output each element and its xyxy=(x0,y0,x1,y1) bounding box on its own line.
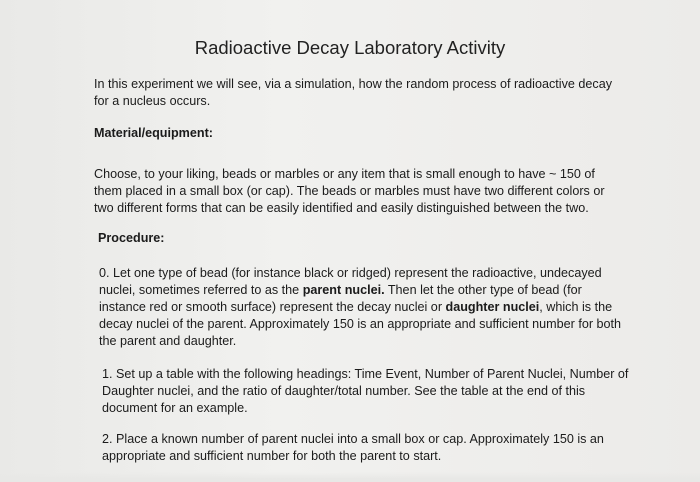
step-0-text: nuclei, sometimes referred to as the xyxy=(99,283,303,297)
step-0-text: , which is the xyxy=(539,300,613,314)
step-2-paragraph xyxy=(102,431,604,465)
material-heading: Material/equipment: xyxy=(94,126,213,140)
step-1-line: Daughter nuclei, and the ratio of daughter/total number. See the table at the end of this xyxy=(102,384,586,398)
step-0-text: Then let the other type of bead (for xyxy=(384,283,582,297)
step-1-line: document for an example. xyxy=(102,401,248,415)
parent-nuclei-term: parent nuclei. xyxy=(302,283,385,297)
step-0-paragraph xyxy=(99,265,621,350)
step-1-paragraph xyxy=(102,366,628,417)
material-line: Choose, to your liking, beads or marbles or any item that is small enough to have ~ 150 of xyxy=(94,167,595,181)
daughter-nuclei-term: daughter nuclei xyxy=(445,300,540,314)
page-cutoff-fade xyxy=(0,472,700,482)
step-2-line: 2. Place a known number of parent nuclei into a small box or cap. Approximately 150 is an xyxy=(102,432,604,446)
step-1-line: 1. Set up a table with the following headings: Time Event, Number of Parent Nuclei, Number of xyxy=(102,367,629,381)
step-0-text: instance red or smooth surface) represent the decay nuclei or xyxy=(99,300,446,314)
step-2-line: appropriate and sufficient number for both the parent to start. xyxy=(102,449,442,463)
page-title: Radioactive Decay Laboratory Activity xyxy=(194,37,506,58)
procedure-heading: Procedure: xyxy=(98,231,165,245)
step-0-line: the parent and daughter. xyxy=(99,334,237,348)
step-0-line xyxy=(99,299,621,316)
material-paragraph xyxy=(94,166,605,217)
step-0-line: 0. Let one type of bead (for instance black or ridged) represent the radioactive, undecayed xyxy=(99,266,602,280)
step-0-line: decay nuclei of the parent. Approximately 150 is an appropriate and sufficient number for both xyxy=(99,317,622,331)
intro-line: In this experiment we will see, via a simulation, how the random process of radioactive decay xyxy=(94,77,612,91)
intro-paragraph xyxy=(94,76,612,110)
step-0-line xyxy=(99,282,621,299)
material-line: them placed in a small box (or cap). The beads or marbles must have two different colors or xyxy=(94,184,605,198)
material-line: two different forms that can be easily identified and easily distinguished between the two. xyxy=(94,201,589,215)
intro-line: for a nucleus occurs. xyxy=(94,94,211,108)
